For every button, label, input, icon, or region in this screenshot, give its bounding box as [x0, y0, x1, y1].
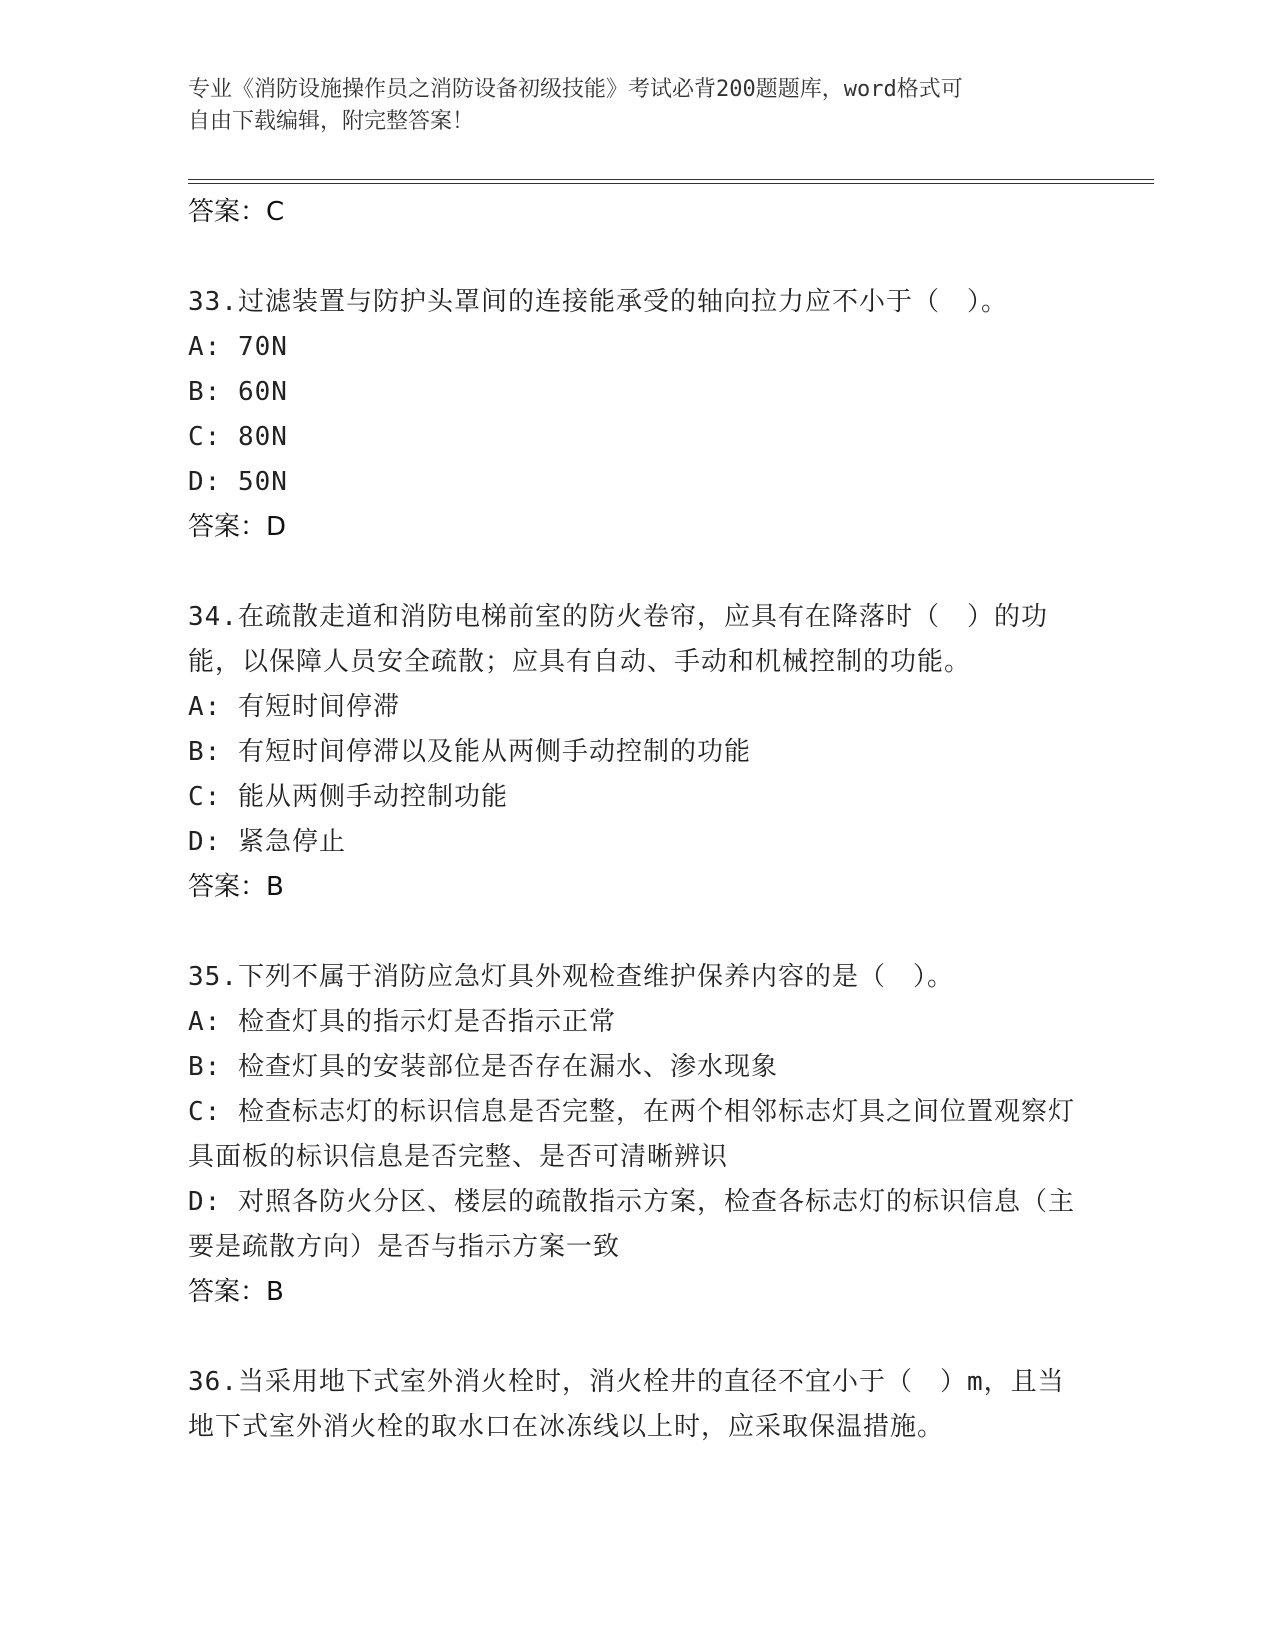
option-c: C: 检查标志灯的标识信息是否完整，在两个相邻标志灯具之间位置观察灯具面板的标识信息是否完整、是否可清晰辨识: [188, 1097, 1075, 1172]
option-c: C: 80N: [188, 422, 288, 452]
option-d: D: 50N: [188, 467, 288, 497]
header-line-1: 专业《消防设施操作员之消防设备初级技能》考试必背200题题库，word格式可: [188, 77, 963, 102]
answer: 答案：D: [188, 512, 287, 542]
question-33: [188, 280, 1088, 550]
question-34: [188, 595, 1088, 910]
option-a: A: 检查灯具的指示灯是否指示正常: [188, 1007, 616, 1037]
previous-answer: 答案：C: [188, 197, 285, 227]
question-35: [188, 955, 1088, 1315]
question-text: 35.下列不属于消防应急灯具外观检查维护保养内容的是（ ）。: [188, 962, 954, 992]
option-a: A: 70N: [188, 332, 288, 362]
question-text: 33.过滤装置与防护头罩间的连接能承受的轴向拉力应不小于（ ）。: [188, 287, 1008, 317]
document-header: [188, 74, 1068, 138]
option-b: B: 检查灯具的安装部位是否存在漏水、渗水现象: [188, 1052, 778, 1082]
option-b: B: 60N: [188, 377, 288, 407]
header-divider-top: [188, 179, 1154, 180]
option-d: D: 对照各防火分区、楼层的疏散指示方案，检查各标志灯的标识信息（主要是疏散方向）是否与指示方案一致: [188, 1187, 1075, 1262]
option-b: B: 有短时间停滞以及能从两侧手动控制的功能: [188, 737, 751, 767]
answer: 答案：B: [188, 872, 284, 902]
question-36: [188, 1360, 1088, 1450]
answer: 答案：B: [188, 1277, 284, 1307]
question-text: 34.在疏散走道和消防电梯前室的防火卷帘，应具有在降落时（ ）的功能，以保障人员安全疏散；应具有自动、手动和机械控制的功能。: [188, 602, 1048, 677]
header-divider-bottom: [188, 183, 1154, 184]
option-d: D: 紧急停止: [188, 827, 346, 857]
header-line-2: 自由下载编辑，附完整答案！: [188, 109, 475, 134]
question-list: [188, 190, 1088, 1450]
option-a: A: 有短时间停滞: [188, 692, 400, 722]
option-c: C: 能从两侧手动控制功能: [188, 782, 508, 812]
question-text: 36.当采用地下式室外消火栓时，消火栓井的直径不宜小于（ ）m，且当地下式室外消火栓的取水口在冰冻线以上时，应采取保温措施。: [188, 1367, 1065, 1442]
